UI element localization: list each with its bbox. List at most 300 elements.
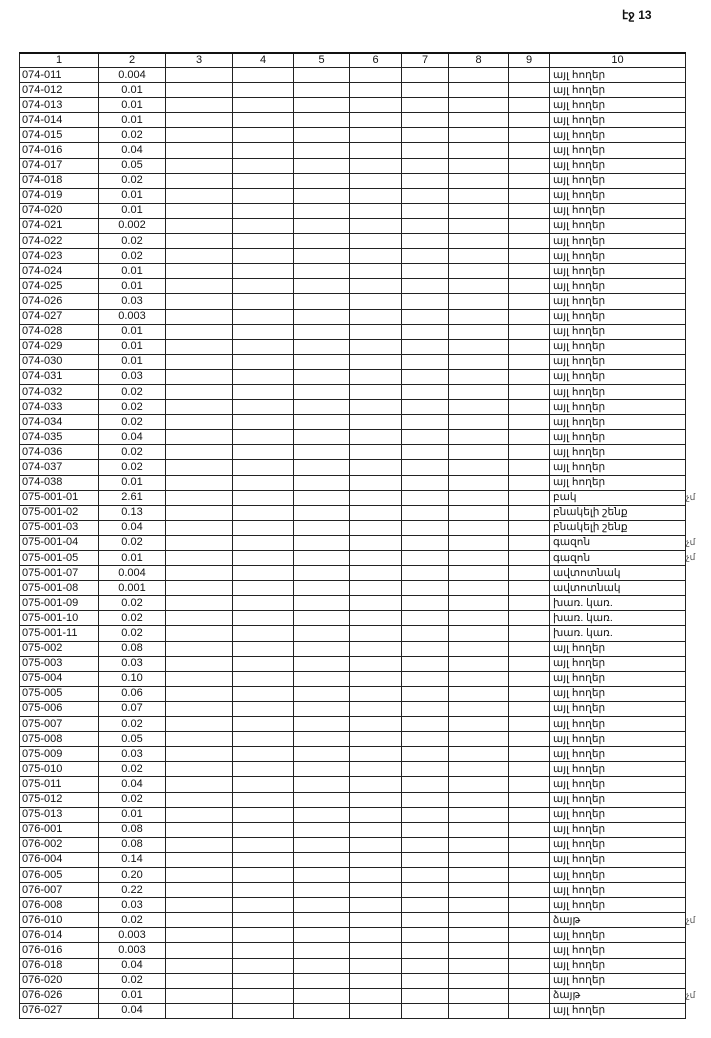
area-value: 0.03 — [99, 294, 166, 309]
parcel-code: 075-001-10 — [20, 611, 99, 626]
empty-cell — [449, 249, 509, 264]
empty-cell — [350, 339, 402, 354]
land-type: այլ հողեր — [550, 807, 686, 822]
land-type: այլ հողեր — [550, 671, 686, 686]
table-row — [20, 279, 686, 294]
empty-cell — [166, 264, 233, 279]
empty-cell — [402, 898, 449, 913]
empty-cell — [509, 400, 550, 415]
empty-cell — [166, 490, 233, 505]
empty-cell — [402, 430, 449, 445]
empty-cell — [294, 234, 350, 249]
empty-cell — [449, 988, 509, 1003]
land-type: խառ. կառ. — [550, 626, 686, 641]
parcel-code: 075-006 — [20, 701, 99, 716]
empty-cell — [350, 173, 402, 188]
parcel-code: 074-015 — [20, 128, 99, 143]
table-row — [20, 384, 686, 399]
empty-cell — [233, 611, 294, 626]
area-value: 0.08 — [99, 837, 166, 852]
area-value: 0.02 — [99, 384, 166, 399]
column-header-1: 1 — [20, 53, 99, 68]
table-row — [20, 505, 686, 520]
empty-cell — [233, 898, 294, 913]
empty-cell — [294, 430, 350, 445]
area-value: 0.04 — [99, 1003, 166, 1018]
area-value: 0.02 — [99, 973, 166, 988]
empty-cell — [449, 883, 509, 898]
empty-cell — [350, 218, 402, 233]
area-value: 0.004 — [99, 68, 166, 83]
table-row — [20, 400, 686, 415]
parcel-code: 075-001-08 — [20, 581, 99, 596]
parcel-code: 075-007 — [20, 717, 99, 732]
empty-cell — [402, 520, 449, 535]
empty-cell — [449, 294, 509, 309]
area-value: 0.02 — [99, 913, 166, 928]
empty-cell — [449, 762, 509, 777]
empty-cell — [350, 354, 402, 369]
empty-cell — [509, 475, 550, 490]
land-type: այլ հողեր — [550, 883, 686, 898]
empty-cell — [350, 143, 402, 158]
empty-cell — [233, 309, 294, 324]
empty-cell — [166, 656, 233, 671]
area-value: 0.01 — [99, 354, 166, 369]
empty-cell — [402, 551, 449, 566]
land-type: այլ հողեր — [550, 641, 686, 656]
parcel-code: 074-027 — [20, 309, 99, 324]
empty-cell — [402, 958, 449, 973]
empty-cell — [509, 384, 550, 399]
empty-cell — [294, 822, 350, 837]
table-row — [20, 249, 686, 264]
empty-cell — [233, 958, 294, 973]
empty-cell — [350, 1003, 402, 1018]
empty-cell — [350, 883, 402, 898]
empty-cell — [294, 68, 350, 83]
empty-cell — [166, 671, 233, 686]
empty-cell — [449, 324, 509, 339]
empty-cell — [350, 671, 402, 686]
table-row — [20, 415, 686, 430]
empty-cell — [402, 113, 449, 128]
table-row — [20, 596, 686, 611]
empty-cell — [402, 596, 449, 611]
empty-cell — [350, 732, 402, 747]
empty-cell — [166, 581, 233, 596]
empty-cell — [233, 234, 294, 249]
parcel-code: 074-035 — [20, 430, 99, 445]
parcel-code: 075-004 — [20, 671, 99, 686]
table-row — [20, 535, 686, 550]
empty-cell — [402, 384, 449, 399]
empty-cell — [509, 777, 550, 792]
empty-cell — [509, 611, 550, 626]
land-type: այլ հողեր — [550, 279, 686, 294]
empty-cell — [166, 732, 233, 747]
land-type: բնակելի շենք — [550, 505, 686, 520]
column-header-8: 8 — [449, 53, 509, 68]
parcel-code: 074-017 — [20, 158, 99, 173]
empty-cell — [509, 762, 550, 777]
land-type: այլ հողեր — [550, 415, 686, 430]
empty-cell — [233, 852, 294, 867]
empty-cell — [509, 490, 550, 505]
empty-cell — [166, 113, 233, 128]
table-row — [20, 837, 686, 852]
empty-cell — [350, 113, 402, 128]
table-row — [20, 747, 686, 762]
empty-cell — [350, 475, 402, 490]
empty-cell — [294, 339, 350, 354]
empty-cell — [350, 762, 402, 777]
empty-cell — [350, 460, 402, 475]
empty-cell — [402, 762, 449, 777]
table-row — [20, 128, 686, 143]
empty-cell — [294, 460, 350, 475]
empty-cell — [509, 626, 550, 641]
empty-cell — [449, 143, 509, 158]
parcel-code: 074-023 — [20, 249, 99, 264]
land-type: այլ հողեր — [550, 68, 686, 83]
empty-cell — [402, 626, 449, 641]
table-row — [20, 551, 686, 566]
land-type: ավտոտնակ — [550, 581, 686, 596]
empty-cell — [294, 732, 350, 747]
column-header-9: 9 — [509, 53, 550, 68]
empty-cell — [350, 445, 402, 460]
empty-cell — [294, 973, 350, 988]
table-row — [20, 324, 686, 339]
empty-cell — [350, 973, 402, 988]
empty-cell — [294, 581, 350, 596]
empty-cell — [350, 701, 402, 716]
parcel-code: 074-024 — [20, 264, 99, 279]
land-type: այլ հողեր — [550, 354, 686, 369]
empty-cell — [449, 656, 509, 671]
empty-cell — [509, 551, 550, 566]
column-header-2: 2 — [99, 53, 166, 68]
empty-cell — [449, 641, 509, 656]
parcel-code: 074-038 — [20, 475, 99, 490]
margin-note: չմ — [686, 491, 696, 502]
area-value: 0.01 — [99, 324, 166, 339]
empty-cell — [233, 339, 294, 354]
parcel-code: 074-018 — [20, 173, 99, 188]
empty-cell — [233, 400, 294, 415]
empty-cell — [166, 415, 233, 430]
area-value: 0.01 — [99, 988, 166, 1003]
empty-cell — [233, 671, 294, 686]
area-value: 0.003 — [99, 309, 166, 324]
empty-cell — [350, 792, 402, 807]
area-value: 0.05 — [99, 732, 166, 747]
empty-cell — [509, 234, 550, 249]
empty-cell — [350, 822, 402, 837]
empty-cell — [233, 747, 294, 762]
area-value: 0.02 — [99, 415, 166, 430]
land-type: այլ հողեր — [550, 762, 686, 777]
empty-cell — [449, 596, 509, 611]
area-value: 0.04 — [99, 777, 166, 792]
empty-cell — [294, 249, 350, 264]
empty-cell — [166, 958, 233, 973]
land-type: այլ հողեր — [550, 98, 686, 113]
area-value: 0.01 — [99, 551, 166, 566]
empty-cell — [294, 717, 350, 732]
column-header-7: 7 — [402, 53, 449, 68]
empty-cell — [509, 203, 550, 218]
empty-cell — [294, 113, 350, 128]
empty-cell — [350, 279, 402, 294]
empty-cell — [402, 158, 449, 173]
parcel-code: 074-013 — [20, 98, 99, 113]
empty-cell — [294, 641, 350, 656]
empty-cell — [449, 852, 509, 867]
table-row — [20, 520, 686, 535]
empty-cell — [402, 883, 449, 898]
empty-cell — [350, 384, 402, 399]
land-type: այլ հողեր — [550, 747, 686, 762]
empty-cell — [294, 173, 350, 188]
empty-cell — [402, 264, 449, 279]
land-type: այլ հողեր — [550, 264, 686, 279]
empty-cell — [449, 83, 509, 98]
empty-cell — [509, 354, 550, 369]
table-row — [20, 777, 686, 792]
empty-cell — [166, 384, 233, 399]
empty-cell — [449, 928, 509, 943]
empty-cell — [166, 717, 233, 732]
land-type: այլ հողեր — [550, 898, 686, 913]
land-type: այլ հողեր — [550, 430, 686, 445]
empty-cell — [166, 837, 233, 852]
parcel-code: 075-002 — [20, 641, 99, 656]
empty-cell — [233, 566, 294, 581]
area-value: 0.001 — [99, 581, 166, 596]
empty-cell — [402, 837, 449, 852]
empty-cell — [233, 732, 294, 747]
empty-cell — [233, 98, 294, 113]
empty-cell — [294, 852, 350, 867]
empty-cell — [350, 581, 402, 596]
table-row — [20, 113, 686, 128]
land-type: գազոն — [550, 551, 686, 566]
land-type: ավտոտնակ — [550, 566, 686, 581]
empty-cell — [233, 883, 294, 898]
area-value: 0.03 — [99, 369, 166, 384]
empty-cell — [402, 732, 449, 747]
land-type: այլ հողեր — [550, 400, 686, 415]
empty-cell — [509, 218, 550, 233]
empty-cell — [449, 203, 509, 218]
area-value: 2.61 — [99, 490, 166, 505]
empty-cell — [449, 384, 509, 399]
empty-cell — [402, 867, 449, 882]
empty-cell — [233, 475, 294, 490]
empty-cell — [449, 188, 509, 203]
land-type: խառ. կառ. — [550, 596, 686, 611]
parcel-code: 074-025 — [20, 279, 99, 294]
empty-cell — [294, 264, 350, 279]
area-value: 0.08 — [99, 822, 166, 837]
land-type: այլ հողեր — [550, 158, 686, 173]
empty-cell — [402, 83, 449, 98]
parcel-code: 074-030 — [20, 354, 99, 369]
empty-cell — [449, 701, 509, 716]
table-row — [20, 958, 686, 973]
empty-cell — [509, 279, 550, 294]
empty-cell — [166, 218, 233, 233]
empty-cell — [166, 913, 233, 928]
empty-cell — [166, 369, 233, 384]
table-row — [20, 203, 686, 218]
parcel-code: 075-005 — [20, 686, 99, 701]
empty-cell — [509, 430, 550, 445]
empty-cell — [350, 415, 402, 430]
empty-cell — [449, 460, 509, 475]
empty-cell — [233, 641, 294, 656]
area-value: 0.003 — [99, 943, 166, 958]
empty-cell — [294, 807, 350, 822]
empty-cell — [402, 505, 449, 520]
empty-cell — [402, 822, 449, 837]
empty-cell — [166, 566, 233, 581]
empty-cell — [449, 867, 509, 882]
parcel-code: 074-029 — [20, 339, 99, 354]
table-row — [20, 143, 686, 158]
empty-cell — [509, 671, 550, 686]
parcel-code: 075-001-01 — [20, 490, 99, 505]
land-parcel-table — [19, 52, 686, 1019]
empty-cell — [449, 234, 509, 249]
empty-cell — [509, 822, 550, 837]
area-value: 0.03 — [99, 898, 166, 913]
table-row — [20, 264, 686, 279]
empty-cell — [402, 143, 449, 158]
parcel-code: 076-014 — [20, 928, 99, 943]
empty-cell — [233, 943, 294, 958]
empty-cell — [350, 234, 402, 249]
table-row — [20, 732, 686, 747]
land-type: այլ հողեր — [550, 83, 686, 98]
empty-cell — [294, 596, 350, 611]
area-value: 0.03 — [99, 747, 166, 762]
table-row — [20, 294, 686, 309]
empty-cell — [166, 535, 233, 550]
parcel-code: 074-026 — [20, 294, 99, 309]
empty-cell — [402, 234, 449, 249]
empty-cell — [166, 973, 233, 988]
land-type: այլ հողեր — [550, 309, 686, 324]
land-type: այլ հողեր — [550, 369, 686, 384]
empty-cell — [509, 415, 550, 430]
empty-cell — [449, 792, 509, 807]
empty-cell — [449, 113, 509, 128]
empty-cell — [449, 913, 509, 928]
empty-cell — [449, 309, 509, 324]
empty-cell — [509, 188, 550, 203]
area-value: 0.13 — [99, 505, 166, 520]
margin-note: չմ — [686, 990, 696, 1001]
empty-cell — [294, 505, 350, 520]
empty-cell — [233, 1003, 294, 1018]
empty-cell — [294, 445, 350, 460]
area-value: 0.01 — [99, 264, 166, 279]
table-row — [20, 686, 686, 701]
empty-cell — [449, 68, 509, 83]
empty-cell — [509, 249, 550, 264]
empty-cell — [402, 671, 449, 686]
empty-cell — [294, 369, 350, 384]
empty-cell — [509, 686, 550, 701]
empty-cell — [402, 188, 449, 203]
empty-cell — [449, 581, 509, 596]
empty-cell — [233, 988, 294, 1003]
empty-cell — [294, 354, 350, 369]
empty-cell — [402, 717, 449, 732]
empty-cell — [166, 98, 233, 113]
empty-cell — [166, 339, 233, 354]
empty-cell — [509, 113, 550, 128]
empty-cell — [350, 852, 402, 867]
land-type: այլ հողեր — [550, 686, 686, 701]
land-type: այլ հողեր — [550, 1003, 686, 1018]
empty-cell — [294, 535, 350, 550]
area-value: 0.02 — [99, 128, 166, 143]
empty-cell — [449, 158, 509, 173]
empty-cell — [166, 173, 233, 188]
empty-cell — [402, 68, 449, 83]
land-type: բնակելի շենք — [550, 520, 686, 535]
area-value: 0.01 — [99, 339, 166, 354]
empty-cell — [233, 777, 294, 792]
land-type: այլ հողեր — [550, 113, 686, 128]
empty-cell — [166, 852, 233, 867]
empty-cell — [449, 807, 509, 822]
empty-cell — [449, 898, 509, 913]
land-type: այլ հողեր — [550, 324, 686, 339]
area-value: 0.02 — [99, 535, 166, 550]
empty-cell — [402, 309, 449, 324]
empty-cell — [350, 188, 402, 203]
area-value: 0.04 — [99, 520, 166, 535]
area-value: 0.01 — [99, 279, 166, 294]
empty-cell — [294, 686, 350, 701]
land-type: այլ հողեր — [550, 128, 686, 143]
empty-cell — [402, 641, 449, 656]
empty-cell — [233, 837, 294, 852]
table-row — [20, 158, 686, 173]
empty-cell — [294, 988, 350, 1003]
empty-cell — [509, 264, 550, 279]
empty-cell — [350, 958, 402, 973]
empty-cell — [166, 762, 233, 777]
empty-cell — [233, 158, 294, 173]
table-row — [20, 475, 686, 490]
empty-cell — [166, 611, 233, 626]
empty-cell — [449, 128, 509, 143]
empty-cell — [350, 837, 402, 852]
empty-cell — [509, 913, 550, 928]
empty-cell — [449, 747, 509, 762]
table-row — [20, 98, 686, 113]
empty-cell — [509, 852, 550, 867]
empty-cell — [166, 898, 233, 913]
empty-cell — [350, 430, 402, 445]
parcel-code: 074-019 — [20, 188, 99, 203]
